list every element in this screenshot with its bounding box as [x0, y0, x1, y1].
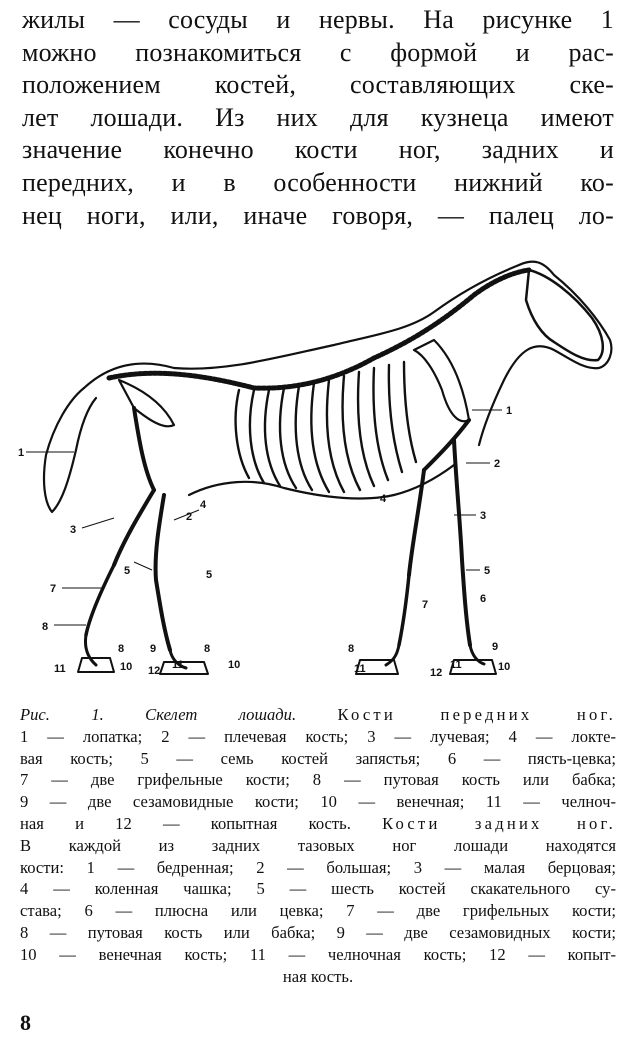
pelvis: [119, 380, 174, 426]
body-line: положением костей, составляющих ске-: [22, 70, 614, 100]
caption-line-rear: [20, 813, 616, 835]
label: 7: [422, 599, 429, 611]
label: 10: [228, 659, 241, 671]
label: 8: [348, 643, 355, 655]
caption-line: 8 — путовая кость или бабка; 9 — две сезамовидных кости;: [20, 922, 616, 942]
caption-line: 7 — две грифельные кости; 8 — путовая кость или бабка;: [20, 770, 616, 790]
caption-front-heading: Кости передних ног.: [337, 705, 616, 724]
label: 5: [484, 565, 491, 577]
caption-line: 9 — две сезамовидные кости; 10 — венечная; 11 — челноч-: [20, 792, 616, 812]
body-line: можно познакомиться с формой и рас-: [22, 37, 614, 67]
label: 12: [430, 667, 443, 679]
label: 11: [354, 663, 366, 675]
label: 2: [186, 511, 193, 523]
body-line: нец ноги, или, иначе говоря, — палец ло-: [22, 200, 614, 230]
hind-leg-cannon: [86, 565, 114, 635]
caption-line: 4 — коленная чашка; 5 — шесть костей скакательного су-: [20, 879, 616, 899]
caption-line: 1 — лопатка; 2 — плечевая кость; 3 — лучевая; 4 — локте-: [20, 726, 616, 746]
caption-line: става; 6 — плюсна или цевка; 7 — две грифельных кости;: [20, 901, 616, 921]
horse-skeleton-figure: [14, 240, 624, 695]
label: 11: [54, 663, 66, 675]
body-line: значение конечно кости ног, задних и: [22, 135, 614, 165]
caption-line: В каждой из задних тазовых ног лошади находятся: [20, 835, 616, 855]
label: 8: [118, 643, 125, 655]
scapula: [414, 340, 469, 421]
front-leg-radius: [409, 470, 424, 575]
caption-line: 10 — венечная кость; 11 — челночная кость; 12 — копыт-: [20, 944, 616, 964]
body-text: [22, 4, 614, 232]
label: 1: [506, 405, 513, 417]
label: 7: [50, 583, 57, 595]
label: 3: [70, 524, 77, 536]
label: 2: [494, 458, 501, 470]
horse-skeleton-illustration: [14, 240, 624, 695]
label: 8: [42, 621, 49, 633]
label: 4: [200, 499, 207, 511]
right-labels: [348, 405, 512, 679]
body-line: передних, и в особенности нижний ко-: [22, 167, 614, 197]
caption-line-before-rear: ная и 12 — копытная кость.: [20, 813, 351, 833]
neck-outline: [479, 262, 611, 445]
figure-caption: [20, 704, 616, 987]
front-leg-humerus: [424, 420, 469, 470]
label: 1: [18, 447, 25, 459]
body-line: лет лошади. Из них для кузнеца имеют: [22, 102, 614, 132]
label: 10: [120, 661, 133, 673]
label: 9: [492, 641, 499, 653]
page-number: 8: [20, 1010, 31, 1035]
tail-outline: [44, 388, 96, 512]
caption-last-line: ная кость.: [282, 966, 354, 986]
label: 5: [206, 569, 213, 581]
label: 4: [380, 493, 387, 505]
label: 11: [172, 659, 184, 671]
caption-line: вая кость; 5 — семь костей запястья; 6 — пясть-цевка;: [20, 748, 616, 768]
label: 3: [480, 510, 487, 522]
belly-outline: [189, 465, 454, 499]
front-leg-cannon: [399, 575, 409, 645]
hind-leg-tibia: [114, 490, 154, 565]
body-line: жилы — сосуды и нервы. На рисунке 1: [22, 5, 614, 34]
label: 8: [204, 643, 211, 655]
label: 6: [480, 593, 487, 605]
label: 9: [150, 643, 157, 655]
caption-line: кости: 1 — бедренная; 2 — большая; 3 — малая берцовая;: [20, 857, 616, 877]
label: 11: [450, 659, 462, 671]
caption-rear-heading: Кости задних ног.: [382, 813, 617, 833]
caption-line-1: [20, 704, 616, 726]
caption-title: Рис. 1. Скелет лошади.: [20, 705, 297, 724]
ribs: [236, 362, 416, 492]
label: 10: [498, 661, 511, 673]
hind-leg-pastern: [85, 635, 96, 665]
left-labels: [18, 447, 240, 677]
spine: [109, 270, 529, 388]
label: 12: [148, 665, 161, 677]
label: 5: [124, 565, 131, 577]
